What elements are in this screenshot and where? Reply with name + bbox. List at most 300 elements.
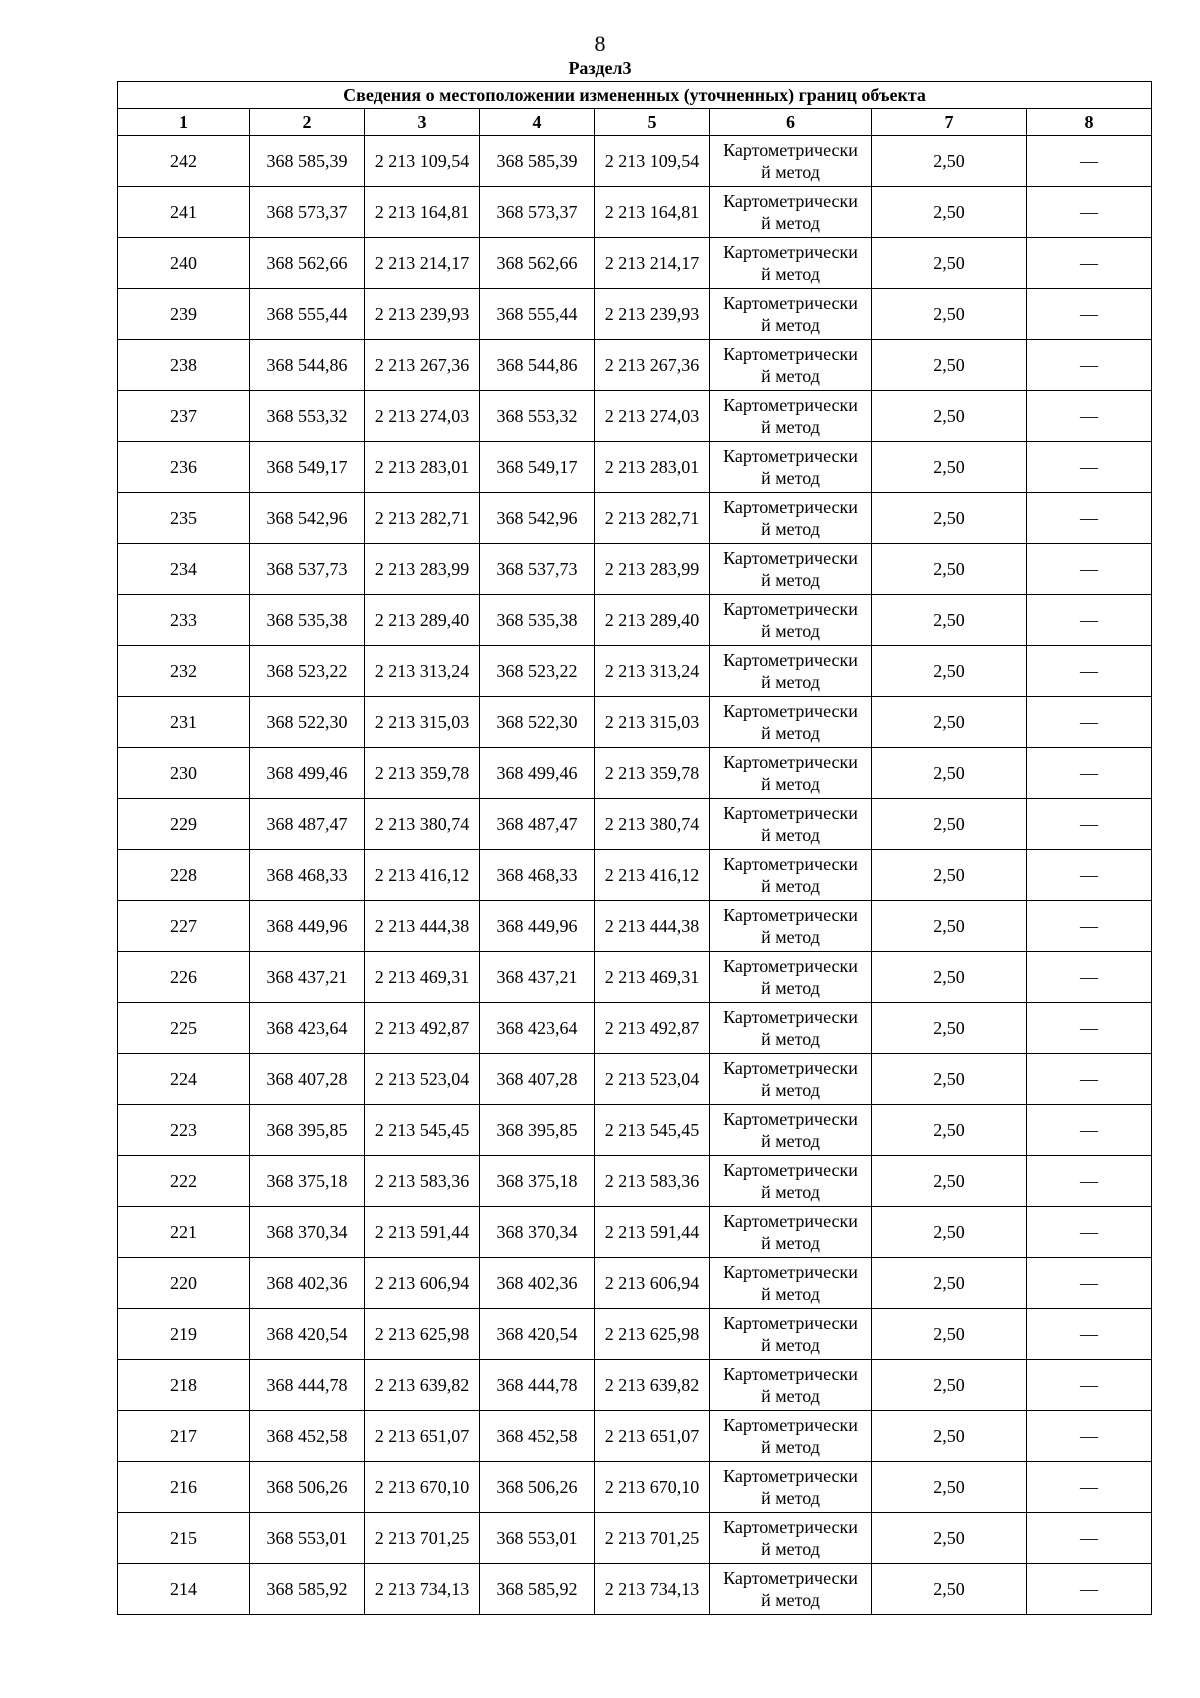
x-coordinate-cell: 368 420,54 [250, 1309, 365, 1360]
x-coordinate-cell: 368 523,22 [480, 646, 595, 697]
method-cell [710, 136, 872, 187]
y-coordinate-cell: 2 213 416,12 [365, 850, 480, 901]
method-line: Картометрически [723, 293, 858, 313]
y-coordinate-cell: 2 213 164,81 [365, 187, 480, 238]
method-line: й метод [761, 876, 820, 896]
y-coordinate-cell: 2 213 289,40 [365, 595, 480, 646]
y-coordinate-cell: 2 213 359,78 [365, 748, 480, 799]
x-coordinate-cell: 368 553,01 [480, 1513, 595, 1564]
y-coordinate-cell: 2 213 239,93 [595, 289, 710, 340]
x-coordinate-cell: 368 499,46 [480, 748, 595, 799]
description-cell: — [1027, 1513, 1152, 1564]
method-line: й метод [761, 774, 820, 794]
method-line: Картометрически [723, 599, 858, 619]
method-line: Картометрически [723, 497, 858, 517]
method-line: Картометрически [723, 1109, 858, 1129]
point-number-cell: 236 [118, 442, 250, 493]
description-cell: — [1027, 1309, 1152, 1360]
x-coordinate-cell: 368 585,92 [250, 1564, 365, 1615]
method-line: й метод [761, 1182, 820, 1202]
method-cell [710, 1513, 872, 1564]
point-number-cell: 222 [118, 1156, 250, 1207]
y-coordinate-cell: 2 213 283,99 [595, 544, 710, 595]
table-header-row [118, 109, 1152, 136]
x-coordinate-cell: 368 423,64 [250, 1003, 365, 1054]
method-line: й метод [761, 1131, 820, 1151]
method-line: Картометрически [723, 905, 858, 925]
method-cell [710, 493, 872, 544]
x-coordinate-cell: 368 395,85 [250, 1105, 365, 1156]
method-line: й метод [761, 927, 820, 947]
precision-cell: 2,50 [872, 289, 1027, 340]
method-cell [710, 1003, 872, 1054]
point-number-cell: 239 [118, 289, 250, 340]
y-coordinate-cell: 2 213 267,36 [595, 340, 710, 391]
point-number-cell: 224 [118, 1054, 250, 1105]
y-coordinate-cell: 2 213 282,71 [365, 493, 480, 544]
method-cell [710, 697, 872, 748]
x-coordinate-cell: 368 544,86 [250, 340, 365, 391]
method-cell [710, 748, 872, 799]
method-line: Картометрически [723, 242, 858, 262]
method-cell [710, 391, 872, 442]
x-coordinate-cell: 368 468,33 [480, 850, 595, 901]
column-header: 8 [1027, 109, 1152, 136]
x-coordinate-cell: 368 402,36 [480, 1258, 595, 1309]
method-line: й метод [761, 723, 820, 743]
point-number-cell: 242 [118, 136, 250, 187]
table-row [118, 799, 1152, 850]
description-cell: — [1027, 187, 1152, 238]
section-label: Раздел3 [568, 58, 632, 78]
description-cell: — [1027, 646, 1152, 697]
column-header: 3 [365, 109, 480, 136]
method-line: й метод [761, 621, 820, 641]
point-number-cell: 226 [118, 952, 250, 1003]
description-cell: — [1027, 748, 1152, 799]
y-coordinate-cell: 2 213 606,94 [595, 1258, 710, 1309]
point-number-cell: 217 [118, 1411, 250, 1462]
x-coordinate-cell: 368 402,36 [250, 1258, 365, 1309]
boundary-table [117, 81, 1152, 1615]
method-line: Картометрически [723, 1313, 858, 1333]
x-coordinate-cell: 368 468,33 [250, 850, 365, 901]
y-coordinate-cell: 2 213 239,93 [365, 289, 480, 340]
point-number-cell: 221 [118, 1207, 250, 1258]
precision-cell: 2,50 [872, 646, 1027, 697]
point-number-cell: 234 [118, 544, 250, 595]
y-coordinate-cell: 2 213 606,94 [365, 1258, 480, 1309]
method-line: й метод [761, 1386, 820, 1406]
table-row [118, 187, 1152, 238]
x-coordinate-cell: 368 522,30 [480, 697, 595, 748]
method-cell [710, 544, 872, 595]
x-coordinate-cell: 368 553,01 [250, 1513, 365, 1564]
x-coordinate-cell: 368 449,96 [250, 901, 365, 952]
column-header: 4 [480, 109, 595, 136]
method-line: й метод [761, 366, 820, 386]
method-line: Картометрически [723, 395, 858, 415]
description-cell: — [1027, 595, 1152, 646]
table-row [118, 289, 1152, 340]
y-coordinate-cell: 2 213 214,17 [595, 238, 710, 289]
x-coordinate-cell: 368 535,38 [250, 595, 365, 646]
y-coordinate-cell: 2 213 625,98 [595, 1309, 710, 1360]
table-row [118, 1513, 1152, 1564]
point-number-cell: 235 [118, 493, 250, 544]
y-coordinate-cell: 2 213 591,44 [365, 1207, 480, 1258]
table-row [118, 340, 1152, 391]
x-coordinate-cell: 368 562,66 [250, 238, 365, 289]
y-coordinate-cell: 2 213 523,04 [595, 1054, 710, 1105]
method-cell [710, 1207, 872, 1258]
x-coordinate-cell: 368 423,64 [480, 1003, 595, 1054]
method-cell [710, 850, 872, 901]
table-row [118, 952, 1152, 1003]
method-cell [710, 340, 872, 391]
point-number-cell: 241 [118, 187, 250, 238]
method-cell [710, 1309, 872, 1360]
y-coordinate-cell: 2 213 591,44 [595, 1207, 710, 1258]
y-coordinate-cell: 2 213 492,87 [595, 1003, 710, 1054]
description-cell: — [1027, 1258, 1152, 1309]
method-cell [710, 238, 872, 289]
y-coordinate-cell: 2 213 545,45 [595, 1105, 710, 1156]
y-coordinate-cell: 2 213 267,36 [365, 340, 480, 391]
method-line: й метод [761, 468, 820, 488]
method-line: й метод [761, 417, 820, 437]
point-number-cell: 220 [118, 1258, 250, 1309]
description-cell: — [1027, 289, 1152, 340]
y-coordinate-cell: 2 213 583,36 [365, 1156, 480, 1207]
description-cell: — [1027, 136, 1152, 187]
table-row [118, 901, 1152, 952]
column-header: 2 [250, 109, 365, 136]
method-line: Картометрически [723, 1466, 858, 1486]
method-line: Картометрически [723, 752, 858, 772]
section-title: Сведения о местоположении измененных (уточненных) границ объекта [118, 82, 1152, 109]
table-row [118, 1207, 1152, 1258]
description-cell: — [1027, 850, 1152, 901]
y-coordinate-cell: 2 213 416,12 [595, 850, 710, 901]
y-coordinate-cell: 2 213 701,25 [595, 1513, 710, 1564]
description-cell: — [1027, 238, 1152, 289]
method-cell [710, 442, 872, 493]
method-line: Картометрически [723, 956, 858, 976]
x-coordinate-cell: 368 407,28 [250, 1054, 365, 1105]
method-line: Картометрически [723, 701, 858, 721]
y-coordinate-cell: 2 213 469,31 [365, 952, 480, 1003]
description-cell: — [1027, 1156, 1152, 1207]
precision-cell: 2,50 [872, 238, 1027, 289]
x-coordinate-cell: 368 437,21 [480, 952, 595, 1003]
precision-cell: 2,50 [872, 493, 1027, 544]
y-coordinate-cell: 2 213 444,38 [365, 901, 480, 952]
x-coordinate-cell: 368 585,92 [480, 1564, 595, 1615]
point-number-cell: 240 [118, 238, 250, 289]
method-line: й метод [761, 519, 820, 539]
method-line: Картометрически [723, 1007, 858, 1027]
method-line: й метод [761, 1539, 820, 1559]
precision-cell: 2,50 [872, 697, 1027, 748]
method-line: Картометрически [723, 1415, 858, 1435]
method-line: й метод [761, 1284, 820, 1304]
method-line: Картометрически [723, 1364, 858, 1384]
y-coordinate-cell: 2 213 274,03 [595, 391, 710, 442]
y-coordinate-cell: 2 213 734,13 [595, 1564, 710, 1615]
description-cell: — [1027, 1360, 1152, 1411]
description-cell: — [1027, 544, 1152, 595]
point-number-cell: 233 [118, 595, 250, 646]
table-row [118, 493, 1152, 544]
table-row [118, 595, 1152, 646]
description-cell: — [1027, 697, 1152, 748]
method-line: й метод [761, 213, 820, 233]
method-line: Картометрически [723, 140, 858, 160]
x-coordinate-cell: 368 523,22 [250, 646, 365, 697]
x-coordinate-cell: 368 375,18 [250, 1156, 365, 1207]
precision-cell: 2,50 [872, 136, 1027, 187]
table-row [118, 1156, 1152, 1207]
x-coordinate-cell: 368 573,37 [250, 187, 365, 238]
y-coordinate-cell: 2 213 214,17 [365, 238, 480, 289]
precision-cell: 2,50 [872, 850, 1027, 901]
x-coordinate-cell: 368 487,47 [480, 799, 595, 850]
y-coordinate-cell: 2 213 283,01 [595, 442, 710, 493]
column-header: 5 [595, 109, 710, 136]
method-cell [710, 289, 872, 340]
table-row [118, 1360, 1152, 1411]
precision-cell: 2,50 [872, 748, 1027, 799]
x-coordinate-cell: 368 553,32 [250, 391, 365, 442]
precision-cell: 2,50 [872, 1156, 1027, 1207]
x-coordinate-cell: 368 549,17 [480, 442, 595, 493]
table-row [118, 1105, 1152, 1156]
method-line: й метод [761, 672, 820, 692]
description-cell: — [1027, 1207, 1152, 1258]
method-line: Картометрически [723, 446, 858, 466]
description-cell: — [1027, 1411, 1152, 1462]
x-coordinate-cell: 368 407,28 [480, 1054, 595, 1105]
x-coordinate-cell: 368 506,26 [480, 1462, 595, 1513]
table-row [118, 136, 1152, 187]
x-coordinate-cell: 368 395,85 [480, 1105, 595, 1156]
x-coordinate-cell: 368 542,96 [250, 493, 365, 544]
method-line: Картометрически [723, 1568, 858, 1588]
method-line: й метод [761, 1437, 820, 1457]
method-line: й метод [761, 1233, 820, 1253]
x-coordinate-cell: 368 449,96 [480, 901, 595, 952]
table-title-row [118, 82, 1152, 109]
description-cell: — [1027, 1003, 1152, 1054]
precision-cell: 2,50 [872, 1564, 1027, 1615]
table-row [118, 1258, 1152, 1309]
x-coordinate-cell: 368 555,44 [250, 289, 365, 340]
method-cell [710, 1054, 872, 1105]
point-number-cell: 232 [118, 646, 250, 697]
column-header: 1 [118, 109, 250, 136]
x-coordinate-cell: 368 585,39 [480, 136, 595, 187]
y-coordinate-cell: 2 213 283,99 [365, 544, 480, 595]
description-cell: — [1027, 493, 1152, 544]
table-body [118, 136, 1152, 1615]
precision-cell: 2,50 [872, 1207, 1027, 1258]
x-coordinate-cell: 368 370,34 [250, 1207, 365, 1258]
x-coordinate-cell: 368 437,21 [250, 952, 365, 1003]
y-coordinate-cell: 2 213 651,07 [595, 1411, 710, 1462]
method-line: й метод [761, 1080, 820, 1100]
method-line: й метод [761, 264, 820, 284]
method-line: й метод [761, 162, 820, 182]
x-coordinate-cell: 368 420,54 [480, 1309, 595, 1360]
method-line: Картометрически [723, 191, 858, 211]
y-coordinate-cell: 2 213 734,13 [365, 1564, 480, 1615]
y-coordinate-cell: 2 213 639,82 [595, 1360, 710, 1411]
method-line: Картометрически [723, 803, 858, 823]
description-cell: — [1027, 1105, 1152, 1156]
method-cell [710, 646, 872, 697]
method-cell [710, 1564, 872, 1615]
y-coordinate-cell: 2 213 359,78 [595, 748, 710, 799]
method-cell [710, 187, 872, 238]
x-coordinate-cell: 368 522,30 [250, 697, 365, 748]
method-line: й метод [761, 315, 820, 335]
point-number-cell: 219 [118, 1309, 250, 1360]
table-row [118, 748, 1152, 799]
point-number-cell: 231 [118, 697, 250, 748]
y-coordinate-cell: 2 213 380,74 [365, 799, 480, 850]
y-coordinate-cell: 2 213 583,36 [595, 1156, 710, 1207]
y-coordinate-cell: 2 213 109,54 [365, 136, 480, 187]
table-row [118, 1564, 1152, 1615]
x-coordinate-cell: 368 544,86 [480, 340, 595, 391]
method-cell [710, 1411, 872, 1462]
y-coordinate-cell: 2 213 469,31 [595, 952, 710, 1003]
table-row [118, 544, 1152, 595]
x-coordinate-cell: 368 537,73 [250, 544, 365, 595]
point-number-cell: 218 [118, 1360, 250, 1411]
method-line: Картометрически [723, 854, 858, 874]
y-coordinate-cell: 2 213 313,24 [595, 646, 710, 697]
x-coordinate-cell: 368 573,37 [480, 187, 595, 238]
point-number-cell: 229 [118, 799, 250, 850]
table-row [118, 238, 1152, 289]
precision-cell: 2,50 [872, 1003, 1027, 1054]
y-coordinate-cell: 2 213 639,82 [365, 1360, 480, 1411]
point-number-cell: 223 [118, 1105, 250, 1156]
y-coordinate-cell: 2 213 625,98 [365, 1309, 480, 1360]
precision-cell: 2,50 [872, 1360, 1027, 1411]
x-coordinate-cell: 368 506,26 [250, 1462, 365, 1513]
point-number-cell: 214 [118, 1564, 250, 1615]
precision-cell: 2,50 [872, 544, 1027, 595]
precision-cell: 2,50 [872, 1105, 1027, 1156]
method-cell [710, 1360, 872, 1411]
description-cell: — [1027, 1462, 1152, 1513]
precision-cell: 2,50 [872, 442, 1027, 493]
precision-cell: 2,50 [872, 1411, 1027, 1462]
method-line: й метод [761, 1335, 820, 1355]
y-coordinate-cell: 2 213 315,03 [365, 697, 480, 748]
page-number: 8 [594, 31, 606, 56]
x-coordinate-cell: 368 487,47 [250, 799, 365, 850]
table-row [118, 1003, 1152, 1054]
table-row [118, 1309, 1152, 1360]
precision-cell: 2,50 [872, 1309, 1027, 1360]
table-row [118, 391, 1152, 442]
point-number-cell: 216 [118, 1462, 250, 1513]
point-number-cell: 237 [118, 391, 250, 442]
x-coordinate-cell: 368 542,96 [480, 493, 595, 544]
x-coordinate-cell: 368 553,32 [480, 391, 595, 442]
y-coordinate-cell: 2 213 701,25 [365, 1513, 480, 1564]
y-coordinate-cell: 2 213 109,54 [595, 136, 710, 187]
x-coordinate-cell: 368 452,58 [250, 1411, 365, 1462]
precision-cell: 2,50 [872, 1054, 1027, 1105]
x-coordinate-cell: 368 585,39 [250, 136, 365, 187]
x-coordinate-cell: 368 370,34 [480, 1207, 595, 1258]
method-line: Картометрически [723, 650, 858, 670]
column-header: 6 [710, 109, 872, 136]
method-line: й метод [761, 1590, 820, 1610]
y-coordinate-cell: 2 213 313,24 [365, 646, 480, 697]
y-coordinate-cell: 2 213 545,45 [365, 1105, 480, 1156]
method-line: й метод [761, 1488, 820, 1508]
description-cell: — [1027, 1054, 1152, 1105]
description-cell: — [1027, 391, 1152, 442]
precision-cell: 2,50 [872, 1513, 1027, 1564]
method-line: Картометрически [723, 1211, 858, 1231]
method-cell [710, 799, 872, 850]
y-coordinate-cell: 2 213 380,74 [595, 799, 710, 850]
y-coordinate-cell: 2 213 651,07 [365, 1411, 480, 1462]
x-coordinate-cell: 368 444,78 [480, 1360, 595, 1411]
x-coordinate-cell: 368 444,78 [250, 1360, 365, 1411]
y-coordinate-cell: 2 213 274,03 [365, 391, 480, 442]
y-coordinate-cell: 2 213 523,04 [365, 1054, 480, 1105]
method-line: Картометрически [723, 1517, 858, 1537]
x-coordinate-cell: 368 549,17 [250, 442, 365, 493]
x-coordinate-cell: 368 499,46 [250, 748, 365, 799]
column-header: 7 [872, 109, 1027, 136]
y-coordinate-cell: 2 213 492,87 [365, 1003, 480, 1054]
point-number-cell: 228 [118, 850, 250, 901]
table-row [118, 1054, 1152, 1105]
table-row [118, 697, 1152, 748]
point-number-cell: 227 [118, 901, 250, 952]
table-row [118, 1462, 1152, 1513]
y-coordinate-cell: 2 213 315,03 [595, 697, 710, 748]
method-line: й метод [761, 1029, 820, 1049]
precision-cell: 2,50 [872, 952, 1027, 1003]
precision-cell: 2,50 [872, 595, 1027, 646]
point-number-cell: 215 [118, 1513, 250, 1564]
precision-cell: 2,50 [872, 187, 1027, 238]
precision-cell: 2,50 [872, 1258, 1027, 1309]
method-cell [710, 952, 872, 1003]
method-line: Картометрически [723, 1058, 858, 1078]
x-coordinate-cell: 368 375,18 [480, 1156, 595, 1207]
method-cell [710, 1462, 872, 1513]
method-line: Картометрически [723, 344, 858, 364]
method-line: й метод [761, 825, 820, 845]
method-cell [710, 1105, 872, 1156]
point-number-cell: 225 [118, 1003, 250, 1054]
x-coordinate-cell: 368 555,44 [480, 289, 595, 340]
precision-cell: 2,50 [872, 340, 1027, 391]
y-coordinate-cell: 2 213 670,10 [595, 1462, 710, 1513]
table-row [118, 850, 1152, 901]
